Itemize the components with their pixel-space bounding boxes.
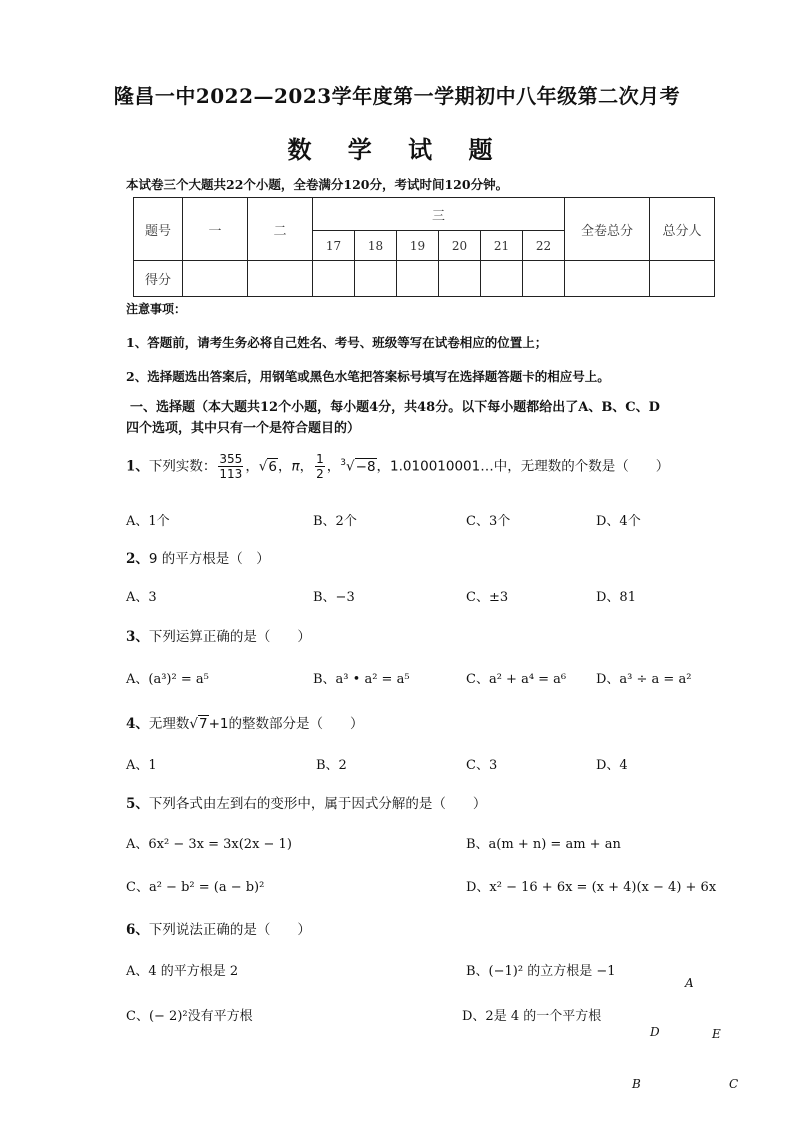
section1-line2: 四个选项，其中只有一个是符合题目的）: [126, 421, 361, 436]
score-cell: [355, 261, 397, 297]
q6-option-a: A、4 的平方根是 2: [126, 964, 239, 979]
question-5: [126, 792, 486, 812]
fraction: $\frac{355}{113}$: [219, 452, 243, 481]
q5-option-d: D、x² − 16 + 6x = (x + 4)(x − 4) + 6x: [466, 880, 717, 895]
question-4: 4、无理数√7+1的整数部分是（ ）: [126, 716, 364, 732]
score-cell: [565, 261, 650, 297]
score-header-section2: 二: [248, 198, 313, 261]
q1-option-b: B、2个: [313, 514, 357, 529]
question-number: 2、: [126, 551, 149, 567]
question-1: 1、下列实数： $\frac{355}{113}$ ，√6，π， $\frac{1}{2}$ ，$^3$√−8，1.010010001…中，无理数的个数是（ ）: [126, 452, 670, 481]
score-header-section1: 一: [183, 198, 248, 261]
score-col-20: 20: [439, 231, 481, 261]
q4-option-c: C、3: [466, 758, 498, 773]
question-number: 3、: [126, 629, 149, 645]
exam-subtitle: 数 学 试 题: [287, 135, 507, 164]
q1-option-d: D、4个: [596, 514, 641, 529]
question-number: 5、: [126, 796, 149, 812]
exam-title: 隆昌一中2022—2023学年度第一学期初中八年级第二次月考: [113, 84, 681, 108]
question-number: 4、: [126, 716, 149, 732]
note-item-2: 2、选择题选出答案后，用钢笔或黑色水笔把答案标号填写在选择题答题卡的相应号上。: [126, 369, 610, 384]
figure-label-d: D: [650, 1025, 660, 1039]
score-header-label: 题号: [134, 198, 183, 261]
figure-label-e: E: [712, 1027, 721, 1041]
radicand: −8: [355, 458, 376, 475]
q3-option-a: A、(a³)² = a⁵: [126, 672, 209, 687]
q4-option-d: D、4: [596, 758, 628, 773]
score-col-18: 18: [355, 231, 397, 261]
q5-option-a: A、6x² − 3x = 3x(2x − 1): [126, 837, 292, 852]
score-cell: [481, 261, 523, 297]
q5-option-b: B、a(m + n) = am + an: [466, 837, 621, 852]
score-cell: [650, 261, 715, 297]
q2-option-c: C、±3: [466, 590, 509, 605]
exam-intro: 本试卷三个大题共22个小题，全卷满分120分，考试时间120分钟。: [126, 177, 509, 192]
q4-option-b: B、2: [316, 758, 347, 773]
score-header-total: 全卷总分: [565, 198, 650, 261]
section1-line1: 一、选择题（本大题共12个小题，每小题4分，共48分。以下每小题都给出了A、B、C、D: [130, 400, 660, 415]
score-header-scorer: 总分人: [650, 198, 715, 261]
q1-option-c: C、3个: [466, 514, 511, 529]
radicand: 6: [268, 458, 278, 475]
score-cell: [397, 261, 439, 297]
question-6: [126, 918, 311, 938]
q3-option-c: C、a² + a⁴ = a⁶: [466, 672, 567, 687]
notes-heading: 注意事项：: [126, 302, 187, 316]
figure-label-a: A: [685, 976, 694, 990]
question-2: [126, 547, 270, 567]
q6-option-b: B、(−1)² 的立方根是 −1: [466, 964, 616, 979]
question-stem: 下列各式由左到右的变形中，属于因式分解的是（ ）: [148, 796, 487, 812]
score-cell: [183, 261, 248, 297]
score-col-17: 17: [313, 231, 355, 261]
score-col-19: 19: [397, 231, 439, 261]
score-table: [133, 197, 715, 297]
q2-option-d: D、81: [596, 590, 636, 605]
score-cell: [248, 261, 313, 297]
question-stem: 下列实数：: [148, 458, 217, 475]
q3-option-d: D、a³ ÷ a = a²: [596, 672, 692, 687]
q2-option-a: A、3: [126, 590, 157, 605]
q6-option-d: D、2是 4 的一个平方根: [462, 1009, 602, 1024]
note-item-1: 1、答题前，请考生务必将自己姓名、考号、班级等写在试卷相应的位置上；: [126, 335, 548, 350]
score-col-22: 22: [523, 231, 565, 261]
fraction: $\frac{1}{2}$: [316, 452, 324, 481]
figure-label-b: B: [632, 1077, 641, 1091]
question-stem: 无理数: [148, 716, 190, 732]
question-number: 6、: [126, 922, 149, 938]
figure-label-c: C: [729, 1077, 739, 1091]
q4-option-a: A、1: [126, 758, 157, 773]
question-3: [126, 625, 311, 645]
score-cell: [523, 261, 565, 297]
pi-symbol: π: [291, 458, 300, 475]
question-number: 1、: [126, 458, 149, 475]
question-stem: 下列说法正确的是（ ）: [148, 922, 311, 938]
q5-option-c: C、a² − b² = (a − b)²: [126, 880, 265, 895]
score-col-21: 21: [481, 231, 523, 261]
score-header-section3: 三: [313, 198, 565, 231]
question-stem-tail: ，1.010010001…中，无理数的个数是（ ）: [376, 458, 670, 475]
score-cell: [439, 261, 481, 297]
question-stem: 9 的平方根是（ ）: [148, 551, 270, 567]
radicand: 7: [199, 716, 208, 732]
q3-option-b: B、a³ • a² = a⁵: [313, 672, 410, 687]
question-stem-tail: +1的整数部分是（ ）: [208, 716, 364, 732]
q2-option-b: B、−3: [313, 590, 355, 605]
score-cell: [313, 261, 355, 297]
q1-option-a: A、1个: [126, 514, 170, 529]
question-stem: 下列运算正确的是（ ）: [148, 629, 311, 645]
q6-option-c: C、(− 2)²没有平方根: [126, 1009, 253, 1024]
score-row-label: 得分: [134, 261, 183, 297]
